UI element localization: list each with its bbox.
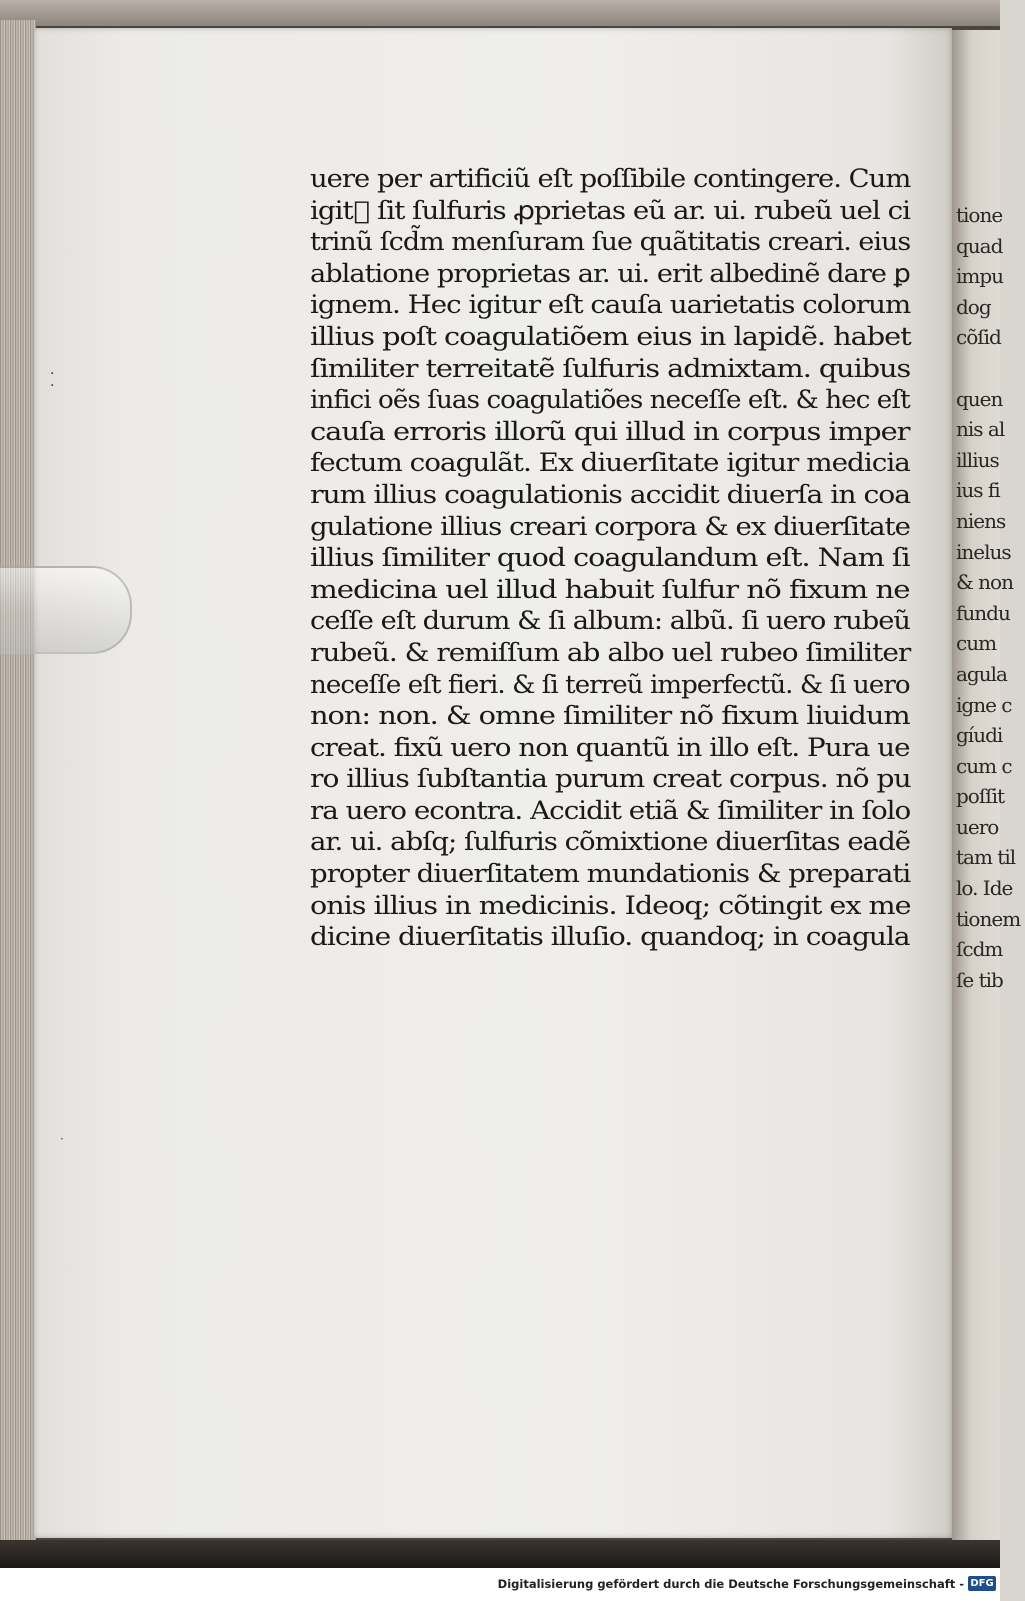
next-page-fragment: niens [956, 508, 1006, 533]
text-line: trinũ ſcd̃m menſuram ſue quãtitatis creari. eius [310, 227, 911, 257]
text-line: gulatione illius creari corpora & ex diuerſitate [310, 511, 910, 541]
text-line: ar. ui. abſq; ſulfuris cõmixtione diuerſitas eadẽ [310, 827, 911, 857]
next-page-fragment: cum [956, 631, 997, 656]
digitization-footer [0, 1568, 1000, 1601]
next-page-fragment: poſſit [956, 784, 1005, 809]
next-page-fragment: tam til [956, 845, 1016, 870]
text-line: infici oẽs ſuas coagulatiões neceſſe eſt. & hec eſt [310, 385, 910, 415]
next-page-fragment: & non [956, 570, 1013, 595]
next-page-fragment: tione [956, 203, 1003, 227]
book-page-edges [0, 20, 36, 1550]
text-line: medicina uel illud habuit ſulfur nõ fixum ne [310, 574, 910, 604]
next-page-fragment: ſcdm [956, 937, 1003, 962]
text-line: rum illius coagulationis accidit diuerſa in coa [310, 479, 911, 509]
text-line: non: non. & omne ſimiliter nõ fixum liuidum [310, 701, 910, 731]
text-line: onis illius in medicinis. Ideoq; cõtingit ex me [310, 890, 911, 920]
margin-mark-lower: · [60, 1132, 64, 1146]
next-page-fragment: uero [956, 814, 999, 839]
latin-text-block [310, 163, 920, 953]
text-line: cauſa erroris illorũ qui illud in corpus imper [310, 416, 910, 446]
text-line: igitᷣ ſit ſulfuris ꝓprietas eũ ar. ui. rubeũ uel ci [310, 195, 911, 225]
funding-credit: Digitalisierung gefördert durch die Deutsche Forschungsgemeinschaft - [497, 1577, 964, 1591]
next-page-fragment: quen [956, 386, 1003, 411]
text-line: ra uero econtra. Accidit etiã & ſimiliter in ſolo [310, 795, 911, 825]
next-page-fragment: gíudi [956, 723, 1003, 748]
next-page-fragment: nis al [956, 417, 1005, 442]
next-page-fragment: igne c [956, 692, 1012, 717]
next-page-fragment: illius [956, 447, 999, 472]
text-line: ceſſe eſt durum & ſi album: albũ. ſi uero rubeũ [310, 606, 911, 636]
next-page-fragment: cum c [956, 753, 1012, 778]
book-top-edge [0, 0, 1000, 26]
text-line: illius ſimiliter quod coagulandum eſt. Nam ſi [310, 543, 910, 573]
next-page-fragment: cõſid [956, 325, 1001, 350]
text-line: ablatione proprietas ar. ui. erit albedinẽ dare ꝑ [310, 258, 910, 288]
book-bottom-shadow [0, 1540, 1000, 1568]
next-page-fragment: inelus [956, 539, 1011, 564]
text-line: ſimiliter terreitatẽ ſulfuris admixtam. quibus [310, 353, 911, 383]
text-line: ro illius ſubſtantia purum creat corpus. nõ pu [310, 764, 911, 794]
text-line: fectum coagulãt. Ex diuerſitate igitur medicia [310, 448, 910, 478]
text-line: illius poſt coagulatiõem eius in lapidẽ. habet [310, 321, 911, 351]
text-line: uere per artificiũ eſt poſſibile contingere. Cum [310, 164, 911, 193]
text-line: dicine diuerſitatis illuſio. quandoq; in coagula [310, 922, 910, 952]
next-page-fragment: tionem [956, 906, 1021, 931]
next-page-fragment: quad [956, 233, 1003, 258]
next-page-fragment: agula [956, 661, 1007, 686]
plastic-page-clip [0, 566, 132, 654]
next-page-fragment: lo. Ide [956, 876, 1013, 901]
margin-mark: · · [50, 366, 55, 394]
text-line: neceſſe eſt fieri. & ſi terreũ imperfectũ. & ſi uero [310, 669, 910, 699]
text-line: rubeũ. & remiſſum ab albo uel rubeo ſimiliter [310, 637, 911, 667]
dfg-logo: DFG [968, 1576, 996, 1591]
text-line: ignem. Hec igitur eſt cauſa uarietatis colorum [310, 290, 911, 320]
text-line: propter diuerſitatem mundationis & preparati [310, 859, 911, 889]
next-page-fragment: ius fi [956, 478, 1000, 503]
text-line: creat. fixũ uero non quantũ in illo eſt. Pura ue [310, 732, 910, 762]
next-page-fragment: dog [956, 294, 991, 319]
next-page-fragment: ſe tib [956, 967, 1003, 992]
next-page-fragment: impu [956, 264, 1004, 289]
next-page-fragment: fundu [956, 600, 1010, 625]
